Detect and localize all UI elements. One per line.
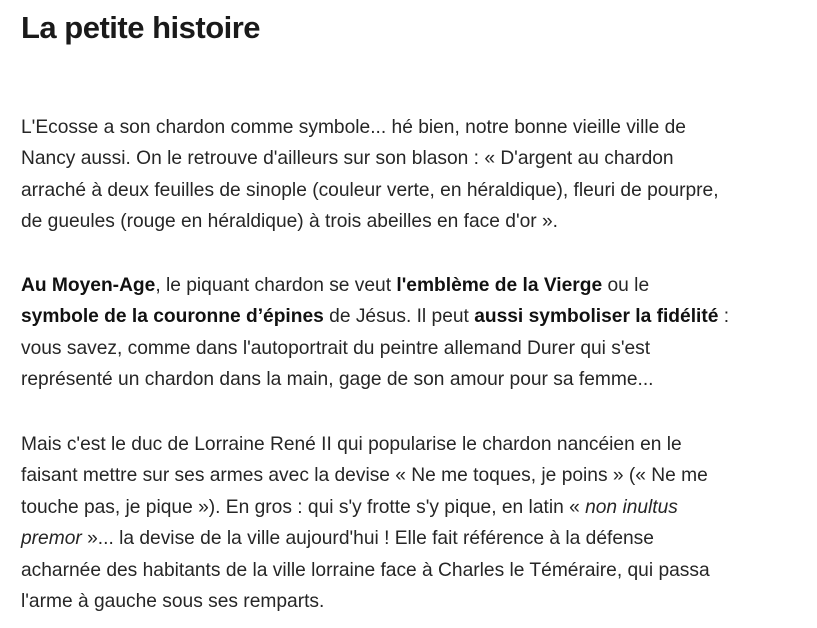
text-line: [21, 270, 811, 301]
text-fragment: »... la devise de la ville aujourd'hui ! Elle fait référence à la défense: [81, 528, 654, 550]
text-fragment: :: [718, 306, 730, 328]
paragraph-blason: [21, 112, 811, 238]
text-fragment: , le piquant chardon se veut: [155, 275, 397, 296]
text-line: Nancy aussi. On le retrouve d'ailleurs sur son blason : « D'argent au chardon: [21, 148, 674, 170]
text-line: [21, 492, 811, 523]
text-line: acharnée des habitants de la ville lorraine face à Charles le Téméraire, qui passa: [21, 559, 710, 581]
text-line: arraché à deux feuilles de sinople (couleur verte, en héraldique), fleuri de pourpre,: [21, 179, 719, 201]
text-line: [21, 301, 811, 332]
bold-phrase: Au Moyen-Age: [21, 275, 156, 296]
paragraph-rene-ii: [21, 429, 811, 617]
latin-motto: non inultus: [585, 496, 678, 518]
text-fragment: ou le: [602, 275, 650, 296]
text-line: L'Ecosse a son chardon comme symbole... hé bien, notre bonne vieille ville de: [21, 117, 686, 138]
text-line: représenté un chardon dans la main, gage de son amour pour sa femme...: [21, 369, 654, 391]
text-line: [21, 523, 811, 554]
text-line: l'arme à gauche sous ses remparts.: [21, 591, 325, 613]
latin-motto: premor: [21, 528, 82, 550]
bold-phrase: symbole de la couronne d’épines: [21, 306, 324, 328]
text-line: faisant mettre sur ses armes avec la devise « Ne me toques, je poins » (« Ne me: [21, 465, 708, 487]
page-title: La petite histoire: [21, 10, 261, 45]
text-fragment: de Jésus. Il peut: [323, 306, 475, 328]
bold-phrase: l'emblème de la Vierge: [396, 275, 603, 296]
text-line: vous savez, comme dans l'autoportrait du peintre allemand Durer qui s'est: [21, 337, 651, 359]
text-fragment: touche pas, je pique »). En gros : qui s'y frotte s'y pique, en latin «: [21, 496, 586, 518]
paragraph-moyen-age: [21, 270, 811, 396]
text-line: Mais c'est le duc de Lorraine René II qui popularise le chardon nancéien en le: [21, 434, 682, 455]
text-line: de gueules (rouge en héraldique) à trois abeilles en face d'or ».: [21, 211, 558, 233]
bold-phrase: aussi symboliser la fidélité: [474, 306, 719, 328]
